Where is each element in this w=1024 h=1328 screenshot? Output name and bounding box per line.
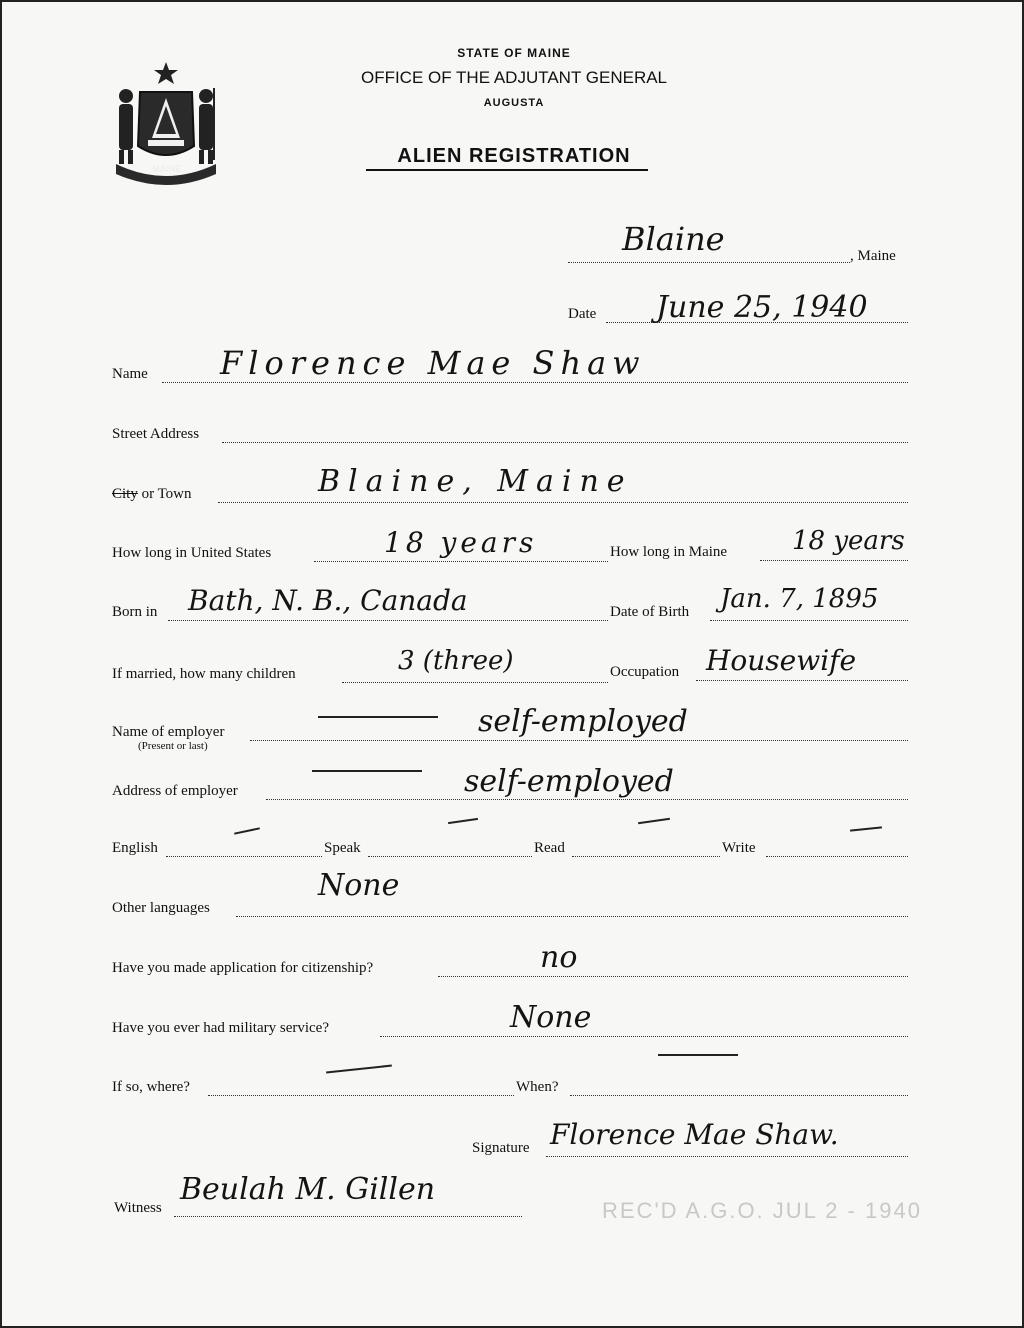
citizenship-entry: no: [540, 940, 578, 975]
how-long-us-line: [314, 561, 608, 562]
how-long-maine-entry: 18 years: [792, 526, 905, 556]
how-long-us-label: How long in United States: [112, 545, 272, 561]
header-state: STATE OF MAINE: [457, 46, 571, 60]
military-label: Have you ever had military service?: [112, 1020, 329, 1036]
where-line: [208, 1095, 514, 1096]
children-entry: 3 (three): [398, 646, 514, 676]
received-stamp: REC'D A.G.O. JUL 2 - 1940: [602, 1198, 922, 1223]
seal-banner-text: MAINE: [152, 164, 182, 174]
city-town-line: [218, 502, 908, 503]
maine-label: , Maine: [850, 248, 896, 264]
occupation-entry: Housewife: [706, 644, 857, 677]
english-check-mark: [234, 827, 260, 834]
speak-line: [368, 856, 532, 857]
signature-line: [546, 1156, 908, 1157]
when-label: When?: [516, 1079, 559, 1095]
employer-address-dash-mark: [312, 770, 422, 772]
employer-name-label: Name of employer: [112, 724, 225, 740]
witness-label: Witness: [114, 1200, 162, 1216]
name-line: [162, 382, 908, 383]
born-in-entry: Bath, N. B., Canada: [188, 584, 468, 617]
city-town-entry: Blaine, Maine: [318, 464, 633, 499]
citizenship-label: Have you made application for citizenship?: [112, 960, 374, 976]
witness-line: [174, 1216, 522, 1217]
header-city: AUGUSTA: [483, 97, 545, 109]
occupation-label: Occupation: [610, 664, 680, 680]
speak-label: Speak: [324, 840, 361, 856]
place-entry: Blaine: [622, 220, 725, 258]
employer-name-entry: self-employed: [478, 704, 688, 739]
children-label: If married, how many children: [112, 666, 296, 682]
date-label: Date: [568, 306, 597, 322]
employer-address-label: Address of employer: [112, 783, 238, 799]
speak-check-mark: [448, 818, 478, 824]
street-address-line: [222, 442, 908, 443]
employer-name-dash-mark: [318, 716, 438, 718]
form-title-underline: [366, 169, 648, 171]
read-check-mark: [638, 818, 670, 824]
how-long-us-entry: 18 years: [384, 526, 538, 559]
read-line: [572, 856, 720, 857]
where-label: If so, where?: [112, 1079, 190, 1095]
when-dash-mark: [658, 1054, 738, 1056]
english-label: English: [112, 840, 158, 856]
employer-address-line: [266, 799, 908, 800]
other-languages-label: Other languages: [112, 900, 210, 916]
name-label: Name: [112, 366, 148, 382]
write-check-mark: [850, 826, 882, 831]
when-line: [570, 1095, 908, 1096]
read-label: Read: [534, 840, 565, 856]
employer-name-line: [250, 740, 908, 741]
write-line: [766, 856, 908, 857]
city-town-label: [112, 486, 192, 503]
street-address-label: Street Address: [112, 426, 200, 442]
how-long-maine-line: [760, 560, 908, 561]
employer-name-sublabel: (Present or last): [138, 740, 208, 752]
born-in-line: [168, 620, 608, 621]
header-office: OFFICE OF THE ADJUTANT GENERAL: [360, 68, 668, 87]
date-entry: June 25, 1940: [656, 290, 868, 325]
form-title: ALIEN REGISTRATION: [397, 145, 631, 167]
occupation-line: [696, 680, 908, 681]
date-of-birth-line: [710, 620, 908, 621]
military-entry: None: [510, 1000, 592, 1035]
witness-entry: Beulah M. Gillen: [180, 1172, 436, 1207]
where-dash-mark: [326, 1065, 392, 1074]
military-line: [380, 1036, 908, 1037]
signature-label: Signature: [472, 1140, 530, 1156]
other-languages-line: [236, 916, 908, 917]
place-line: [568, 262, 850, 263]
employer-address-entry: self-employed: [464, 764, 674, 799]
signature-entry: Florence Mae Shaw.: [550, 1118, 839, 1151]
city-struck-label: City: [112, 486, 138, 502]
citizenship-line: [438, 976, 908, 977]
children-line: [342, 682, 608, 683]
how-long-maine-label: How long in Maine: [610, 544, 728, 560]
town-label: or Town: [137, 486, 192, 502]
other-languages-entry: None: [318, 868, 400, 903]
date-of-birth-entry: Jan. 7, 1895: [720, 584, 879, 614]
english-line: [166, 856, 322, 857]
born-in-label: Born in: [112, 604, 158, 620]
date-of-birth-label: Date of Birth: [610, 604, 690, 620]
write-label: Write: [722, 840, 756, 856]
name-entry: Florence Mae Shaw: [220, 344, 646, 382]
